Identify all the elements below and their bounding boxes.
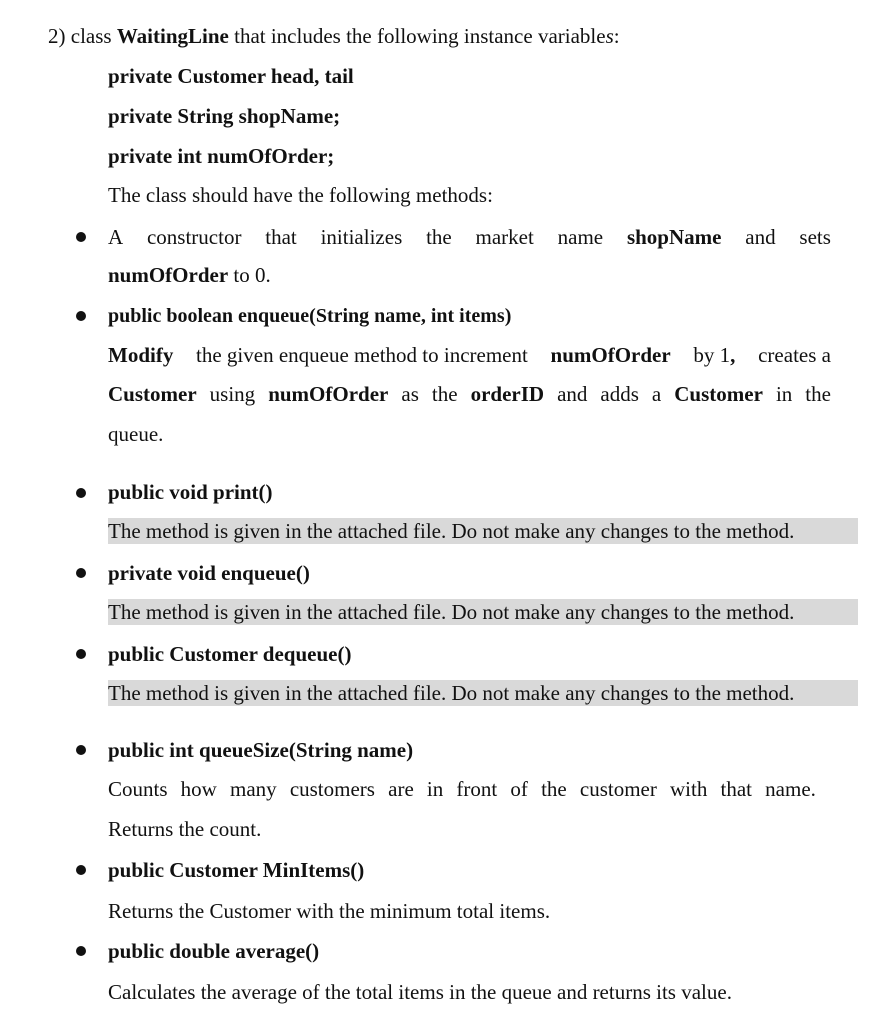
- question-number: 2): [48, 24, 66, 48]
- enqueue-desc-line2: [108, 381, 831, 407]
- average-desc: Calculates the average of the total items in the queue and returns its value.: [108, 980, 732, 1004]
- question-intro: [48, 23, 620, 49]
- private-enqueue-note: The method is given in the attached file. Do not make any changes to the method.: [108, 600, 795, 624]
- bullet-icon: [76, 865, 86, 875]
- method-signature-print: public void print(): [108, 480, 273, 504]
- bullet-icon: [76, 745, 86, 755]
- bullet-icon: [76, 488, 86, 498]
- word: in: [775, 382, 793, 406]
- word: the: [431, 382, 458, 406]
- word: front: [456, 777, 498, 801]
- methods-intro: The class should have the following methods:: [108, 183, 493, 207]
- text: creates a: [758, 343, 831, 367]
- method-signature-private-enqueue: private void enqueue(): [108, 561, 310, 585]
- word: and: [557, 382, 588, 406]
- method-signature-enqueue: public boolean enqueue(String name, int items): [108, 305, 512, 327]
- intro-pre: class: [70, 24, 112, 48]
- intro-mid: that includes the following instance variable: [234, 24, 606, 48]
- text: to 0.: [228, 263, 271, 287]
- word: as: [401, 382, 419, 406]
- word: and: [745, 225, 776, 249]
- variable-shop-name: private String shopName;: [108, 104, 341, 128]
- word: name: [557, 225, 604, 249]
- word: constructor: [146, 225, 242, 249]
- intro-colon: :: [613, 24, 620, 48]
- text: by 1: [693, 343, 731, 367]
- word: name.: [765, 777, 816, 801]
- word: a: [651, 382, 662, 406]
- word: that: [720, 777, 753, 801]
- word: are: [388, 777, 414, 801]
- dequeue-note: The method is given in the attached file. Do not make any changes to the method.: [108, 681, 795, 705]
- word: shopName: [626, 225, 722, 249]
- bullet-icon: [76, 232, 86, 242]
- intro-italic-s: s: [605, 24, 614, 48]
- text: ,: [730, 343, 736, 367]
- method-signature-dequeue: public Customer dequeue(): [108, 642, 352, 666]
- queue-size-desc-line1: [108, 776, 816, 802]
- word: Customer: [674, 382, 763, 406]
- word: initializes: [320, 225, 403, 249]
- bullet-icon: [76, 568, 86, 578]
- word: A: [108, 225, 124, 249]
- enqueue-desc-line3: queue.: [108, 422, 164, 446]
- print-note: The method is given in the attached file. Do not make any changes to the method.: [108, 519, 795, 543]
- text-group: [693, 342, 735, 368]
- bullet-icon: [76, 946, 86, 956]
- word: adds: [600, 382, 639, 406]
- word: orderID: [470, 382, 545, 406]
- min-items-desc: Returns the Customer with the minimum total items.: [108, 899, 551, 923]
- constructor-desc-line1: [108, 224, 831, 250]
- word: market: [475, 225, 534, 249]
- word: numOfOrder: [268, 382, 389, 406]
- method-signature-queue-size: public int queueSize(String name): [108, 738, 414, 762]
- variable-head-tail: private Customer head, tail: [108, 64, 354, 88]
- variable-num-of-order: private int numOfOrder;: [108, 144, 335, 168]
- word: Modify: [108, 343, 174, 367]
- bullet-icon: [76, 649, 86, 659]
- word: sets: [799, 225, 831, 249]
- bullet-icon: [76, 311, 86, 321]
- word: Counts: [108, 777, 168, 801]
- word: customers: [289, 777, 375, 801]
- word: the: [805, 382, 831, 406]
- word: the: [426, 225, 452, 249]
- word: that: [265, 225, 297, 249]
- constructor-desc-line2: [108, 262, 271, 288]
- word: how: [180, 777, 217, 801]
- word: of: [510, 777, 528, 801]
- word: in: [426, 777, 444, 801]
- word: the: [541, 777, 567, 801]
- text: the given enqueue method to increment: [196, 343, 528, 367]
- method-signature-average: public double average(): [108, 939, 320, 963]
- word: many: [230, 777, 277, 801]
- word: with: [670, 777, 708, 801]
- word: customer: [579, 777, 657, 801]
- num-of-order-term: numOfOrder: [108, 263, 229, 287]
- word: Customer: [108, 382, 197, 406]
- method-signature-min-items: public Customer MinItems(): [108, 858, 365, 882]
- queue-size-desc-line2: Returns the count.: [108, 817, 262, 841]
- class-name: WaitingLine: [116, 24, 229, 48]
- enqueue-desc-line1: [108, 342, 831, 368]
- word: numOfOrder: [550, 343, 671, 367]
- word: using: [209, 382, 256, 406]
